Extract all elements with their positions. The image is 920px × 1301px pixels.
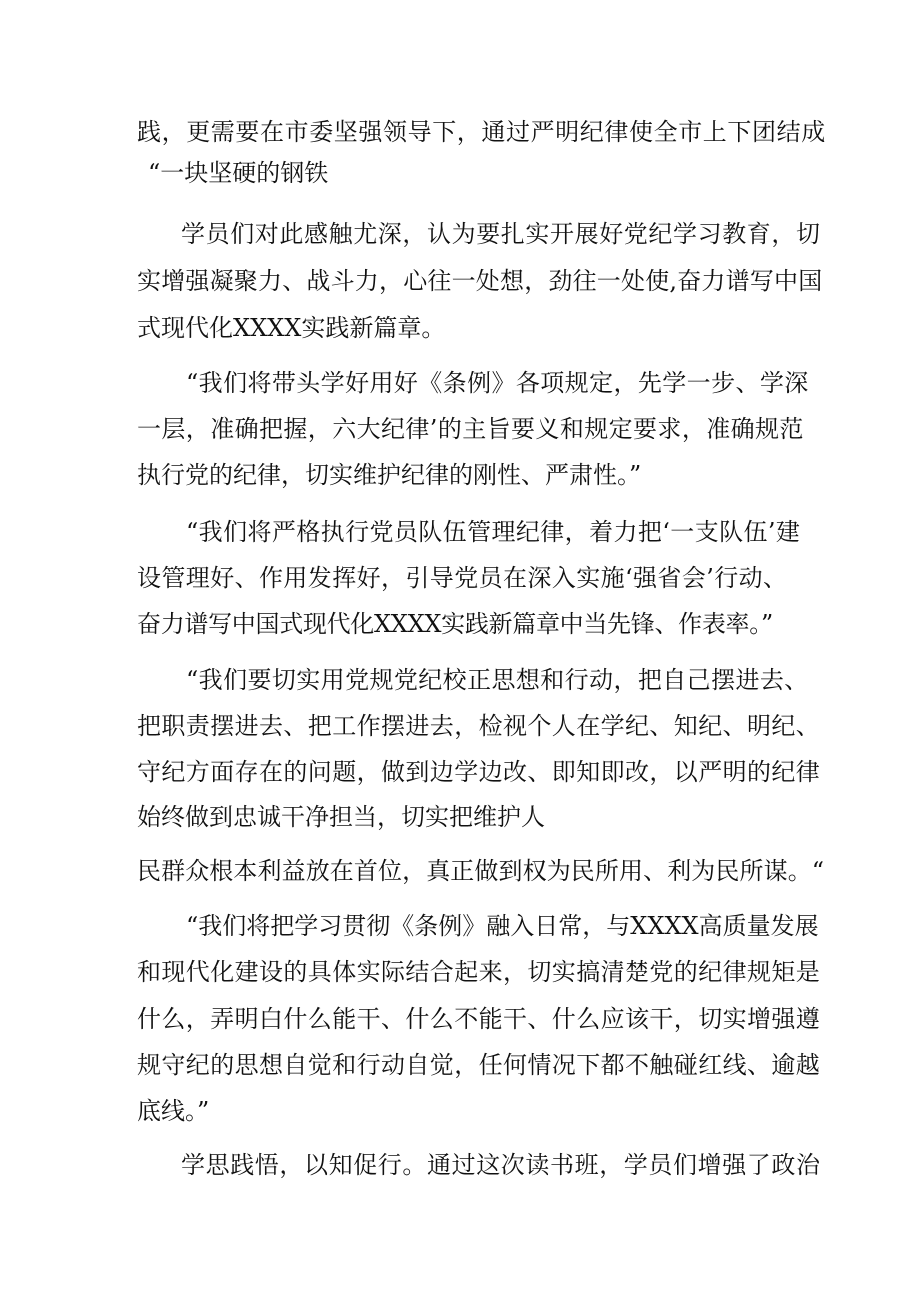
text-line: “我们将严格执行党员队伍管理纪律，着力把‘一支队伍’建 (186, 518, 801, 546)
text-line: 把职责摆进去、把工作摆进去，检视个人在学纪、知纪、明纪、 (137, 712, 821, 740)
text-line: 式现代化XXXX实践新篇章。 (137, 314, 446, 342)
text-line: 设管理好、作用发挥好，引导党员在深入实施‘强省会’行动、 (137, 564, 788, 592)
text-line: 规守纪的思想自觉和行动自觉，任何情况下都不触碰红线、逾越 (137, 1051, 821, 1079)
text-line: “一块坚硬的钢铁 (148, 159, 329, 187)
text-line: 执行党的纪律，切实维护纪律的刚性、严肃性。” (137, 461, 642, 489)
text-line: 学思践悟，以知促行。通过这次读书班，学员们增强了政治 (181, 1151, 821, 1179)
text-line: “我们将把学习贯彻《条例》融入日常，与XXXX高质量发展 (186, 912, 819, 940)
text-line: 实增强凝聚力、战斗力，心往一处想，劲往一处使,奋力谱写中国 (137, 267, 823, 295)
text-line: “我们将带头学好用好《条例》各项规定，先学一步、学深 (186, 369, 809, 397)
text-line: 民群众根本利益放在首位，真正做到权为民所用、利为民所谋。“ (137, 857, 825, 885)
text-line: 奋力谱写中国式现代化XXXX实践新篇章中当先锋、作表率。” (137, 610, 773, 638)
text-line: 守纪方面存在的问题，做到边学边改、即知即改，以严明的纪律 (137, 758, 821, 786)
text-line: 底线。” (137, 1097, 210, 1125)
text-line: 始终做到忠诚干净担当，切实把维护人 (137, 803, 545, 831)
text-line: 和现代化建设的具体实际结合起来，切实搞清楚党的纪律规矩是 (137, 958, 821, 986)
text-line: 践，更需要在市委坚强领导下，通过严明纪律使全市上下团结成 (137, 118, 826, 146)
text-line: 学员们对此感触尤深，认为要扎实开展好党纪学习教育，切 (181, 220, 821, 248)
text-line: 一层，准确把握，六大纪律’的主旨要义和规定要求，准确规范 (137, 415, 804, 443)
text-line: 什么，弄明白什么能干、什么不能干、什么应该干，切实增强遵 (137, 1005, 821, 1033)
text-line: “我们要切实用党规党纪校正思想和行动，把自己摆进去、 (186, 666, 809, 694)
